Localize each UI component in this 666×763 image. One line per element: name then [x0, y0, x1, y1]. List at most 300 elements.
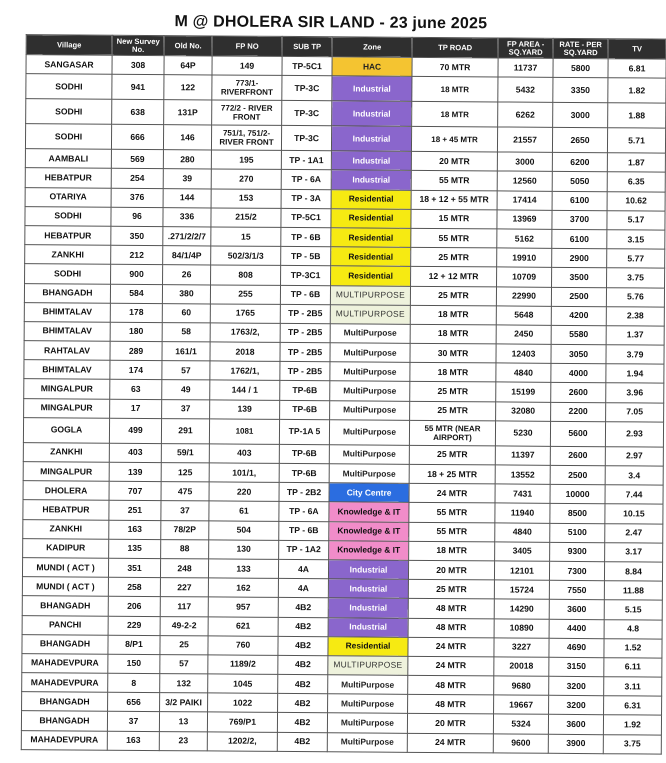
cell-old-no: 380	[162, 284, 210, 304]
cell-tv: 5.77	[607, 249, 665, 269]
cell-new-survey-no: 499	[109, 418, 161, 443]
cell-new-survey-no: 308	[112, 55, 164, 75]
cell-rate: 5600	[550, 421, 605, 446]
cell-fp-area: 17414	[497, 190, 552, 210]
cell-rate: 2600	[551, 383, 606, 403]
cell-zone: Residential	[328, 636, 408, 656]
cell-sub-tp: 4B2	[278, 694, 328, 714]
cell-village: BHANGADH	[22, 634, 108, 654]
cell-tp-road: 20 MTR	[408, 560, 494, 580]
cell-tp-road: 24 MTR	[408, 656, 494, 676]
cell-tp-road: 18 MTR	[410, 324, 496, 344]
cell-rate: 3200	[549, 696, 604, 716]
cell-new-survey-no: 96	[111, 207, 163, 227]
cell-tp-road: 18 + 12 + 55 MTR	[411, 190, 497, 210]
cell-zone: MultiPurpose	[330, 400, 410, 420]
cell-tp-road: 15 MTR	[411, 209, 497, 229]
cell-tv: 6.35	[607, 172, 665, 192]
cell-fp-area: 4840	[495, 522, 550, 542]
cell-new-survey-no: 584	[110, 284, 162, 304]
cell-fp-no: 215/2	[211, 208, 281, 228]
cell-zone: MULTIPURPOSE	[328, 656, 408, 676]
cell-new-survey-no: 351	[108, 558, 160, 578]
cell-new-survey-no: 178	[110, 303, 162, 323]
cell-sub-tp: TP - 2B5	[280, 323, 330, 343]
cell-old-no: 13	[159, 712, 207, 732]
cell-zone: Residential	[331, 247, 411, 267]
cell-fp-no: 270	[211, 169, 281, 189]
cell-fp-no: 220	[209, 482, 279, 502]
cell-fp-area: 13969	[497, 210, 552, 230]
cell-old-no: 88	[161, 539, 209, 559]
cell-tp-road: 55 MTR	[409, 522, 495, 542]
cell-zone: Industrial	[331, 151, 411, 171]
cell-sub-tp: TP - 2B5	[280, 304, 330, 324]
cell-sub-tp: TP - 6A	[281, 170, 331, 190]
cell-old-no: 23	[159, 731, 207, 751]
cell-old-no: 117	[160, 597, 208, 617]
cell-zone: MultiPurpose	[329, 420, 409, 446]
cell-old-no: 475	[161, 482, 209, 502]
cell-fp-area: 10890	[494, 618, 549, 638]
cell-fp-no: 403	[209, 444, 279, 464]
cell-old-no: 59/1	[161, 443, 209, 463]
cell-sub-tp: TP - 6B	[279, 521, 329, 541]
cell-new-survey-no: 254	[111, 169, 163, 189]
cell-fp-area: 32080	[496, 402, 551, 422]
cell-zone: MultiPurpose	[327, 732, 407, 752]
cell-village: MUNDI ( ACT )	[22, 558, 108, 578]
cell-tv: 6.11	[604, 658, 662, 678]
cell-tv: 3.75	[607, 268, 665, 288]
cell-new-survey-no: 229	[108, 616, 160, 636]
cell-old-no: 60	[162, 303, 210, 323]
cell-tp-road: 24 MTR	[409, 484, 495, 504]
cell-sub-tp: 4B2	[278, 617, 328, 637]
cell-village: MUNDI ( ACT )	[22, 577, 108, 597]
cell-tv: 5.71	[607, 128, 665, 153]
cell-rate: 5100	[550, 523, 605, 543]
cell-tv: 1.92	[603, 715, 661, 735]
cell-rate: 3350	[553, 78, 608, 103]
cell-rate: 7550	[549, 580, 604, 600]
cell-tv: 1.94	[606, 364, 664, 384]
cell-zone: Knowledge & IT	[329, 521, 409, 541]
cell-tv: 2.93	[605, 422, 663, 447]
cell-sub-tp: 4B2	[277, 713, 327, 733]
cell-fp-no: 2018	[210, 342, 280, 362]
cell-sub-tp: 4B2	[278, 674, 328, 694]
cell-rate: 3700	[552, 210, 607, 230]
cell-tv: 10.62	[607, 191, 665, 211]
cell-fp-area: 3000	[497, 152, 552, 172]
cell-zone: Knowledge & IT	[329, 541, 409, 561]
cell-tp-road: 48 MTR	[408, 695, 494, 715]
header-tp-road: TP ROAD	[412, 37, 498, 58]
cell-tp-road: 70 MTR	[412, 57, 498, 77]
cell-village: SODHI	[25, 264, 111, 284]
cell-zone: Industrial	[328, 579, 408, 599]
cell-old-no: 37	[162, 399, 210, 419]
cell-fp-no: 808	[211, 265, 281, 285]
cell-fp-area: 5324	[493, 714, 548, 734]
cell-fp-no: 144 / 1	[210, 380, 280, 400]
cell-sub-tp: 4B2	[278, 598, 328, 618]
cell-rate: 7300	[549, 561, 604, 581]
cell-fp-no: 130	[209, 540, 279, 560]
cell-zone: MultiPurpose	[330, 362, 410, 382]
cell-fp-no: 1081	[209, 419, 279, 444]
cell-zone: Industrial	[332, 101, 412, 127]
cell-tv: 3.96	[606, 383, 664, 403]
cell-zone: MultiPurpose	[327, 713, 407, 733]
cell-new-survey-no: 656	[108, 692, 160, 712]
cell-zone: City Centre	[329, 483, 409, 503]
cell-sub-tp: TP-3C	[282, 101, 332, 126]
cell-rate: 3050	[551, 344, 606, 364]
cell-fp-no: 15	[211, 227, 281, 247]
cell-rate: 5800	[553, 58, 608, 78]
cell-old-no: 78/2P	[161, 520, 209, 540]
cell-new-survey-no: 350	[111, 226, 163, 246]
cell-zone: Residential	[331, 228, 411, 248]
cell-fp-area: 15199	[496, 382, 551, 402]
cell-zone: MultiPurpose	[330, 343, 410, 363]
cell-zone: MultiPurpose	[330, 381, 410, 401]
cell-village: BHANGADH	[21, 711, 107, 731]
cell-tv: 4.8	[604, 619, 662, 639]
cell-rate: 3900	[548, 734, 603, 754]
cell-rate: 2600	[550, 446, 605, 466]
cell-fp-area: 2450	[496, 325, 551, 345]
cell-tv: 6.81	[608, 59, 666, 79]
cell-zone: Industrial	[332, 76, 412, 102]
cell-old-no: 280	[163, 150, 211, 170]
cell-sub-tp: 4B2	[278, 636, 328, 656]
cell-old-no: 3/2 PAIKI	[160, 693, 208, 713]
cell-tv: 8.84	[604, 562, 662, 582]
cell-rate: 4000	[551, 364, 606, 384]
cell-new-survey-no: 707	[109, 481, 161, 501]
cell-tv: 3.4	[605, 466, 663, 486]
cell-fp-area: 11737	[498, 58, 553, 78]
cell-village: GOGLA	[23, 417, 109, 443]
header-old-no: Old No.	[164, 36, 212, 56]
land-table	[21, 34, 666, 754]
cell-fp-area: 5162	[497, 229, 552, 249]
cell-zone: MultiPurpose	[328, 694, 408, 714]
cell-old-no: 49-2-2	[160, 616, 208, 636]
cell-new-survey-no: 163	[107, 731, 159, 751]
cell-rate: 4400	[549, 619, 604, 639]
cell-tp-road: 55 MTR	[409, 503, 495, 523]
cell-new-survey-no: 941	[112, 74, 164, 99]
cell-fp-no: 162	[208, 578, 278, 598]
cell-old-no: 131P	[164, 100, 212, 125]
cell-fp-area: 19910	[497, 248, 552, 268]
cell-fp-no: 1763/2,	[210, 323, 280, 343]
cell-fp-area: 12560	[497, 171, 552, 191]
cell-village: ZANKHI	[25, 245, 111, 265]
cell-new-survey-no: 289	[110, 341, 162, 361]
cell-rate: 2500	[550, 465, 605, 485]
cell-tp-road: 18 MTR	[410, 305, 496, 325]
cell-tv: 5.76	[606, 287, 664, 307]
cell-rate: 4200	[551, 306, 606, 326]
cell-old-no: 39	[163, 169, 211, 189]
cell-tp-road: 18 + 45 MTR	[411, 127, 497, 153]
cell-new-survey-no: 638	[112, 99, 164, 124]
cell-fp-area: 6262	[498, 102, 553, 127]
cell-sub-tp: TP - 6B	[280, 285, 330, 305]
cell-old-no: 49	[162, 380, 210, 400]
cell-sub-tp: TP-3C1	[281, 266, 331, 286]
cell-tp-road: 18 MTR	[409, 541, 495, 561]
header-fp-area: FP AREA - SQ.YARD	[498, 38, 553, 58]
cell-village: BHIMTALAV	[24, 302, 110, 322]
cell-fp-no: 769/P1	[207, 712, 277, 732]
cell-fp-area: 11940	[495, 503, 550, 523]
cell-new-survey-no: 17	[110, 399, 162, 419]
cell-village: ZANKHI	[23, 442, 109, 462]
cell-old-no: 125	[161, 463, 209, 483]
cell-tp-road: 25 MTR	[411, 247, 497, 267]
cell-village: HEBATPUR	[25, 226, 111, 246]
cell-village: SANGASAR	[26, 55, 112, 75]
cell-tp-road: 18 MTR	[410, 363, 496, 383]
cell-fp-area: 13552	[495, 465, 550, 485]
cell-fp-no: 773/1-RIVERFRONT	[212, 75, 282, 100]
cell-tv: 3.15	[607, 230, 665, 250]
cell-new-survey-no: 8	[108, 673, 160, 693]
cell-rate: 3150	[549, 657, 604, 677]
cell-village: SODHI	[25, 124, 111, 150]
cell-fp-no: 101/1,	[209, 463, 279, 483]
cell-rate: 3600	[549, 600, 604, 620]
cell-old-no: 146	[163, 125, 211, 150]
cell-sub-tp: TP - 1A1	[281, 151, 331, 171]
cell-new-survey-no: 900	[111, 265, 163, 285]
cell-zone: Industrial	[328, 617, 408, 637]
cell-old-no: 336	[163, 207, 211, 227]
cell-fp-no: 751/1, 751/2-RIVER FRONT	[211, 125, 281, 150]
cell-fp-no: 1202/2,	[207, 732, 277, 752]
cell-fp-area: 14290	[494, 599, 549, 619]
cell-fp-area: 19667	[494, 695, 549, 715]
cell-tp-road: 48 MTR	[408, 618, 494, 638]
cell-sub-tp: TP-3C	[281, 126, 331, 151]
cell-fp-no: 1189/2	[208, 655, 278, 675]
cell-tv: 3.11	[604, 677, 662, 697]
cell-fp-area: 9680	[494, 676, 549, 696]
cell-zone: MULTIPURPOSE	[330, 304, 410, 324]
cell-fp-no: 502/3/1/3	[211, 246, 281, 266]
cell-fp-area: 22990	[496, 286, 551, 306]
cell-sub-tp: TP - 2B5	[280, 362, 330, 382]
cell-village: OTARIYA	[25, 187, 111, 207]
cell-village: MINGALPUR	[23, 462, 109, 482]
cell-new-survey-no: 180	[110, 322, 162, 342]
cell-old-no: 57	[162, 361, 210, 381]
cell-fp-area: 5432	[498, 77, 553, 102]
cell-sub-tp: TP - 5B	[281, 247, 331, 267]
cell-fp-no: 149	[212, 56, 282, 76]
cell-village: SODHI	[25, 206, 111, 226]
cell-fp-no: 1765	[210, 304, 280, 324]
cell-old-no: .271/2/2/7	[163, 227, 211, 247]
cell-new-survey-no: 376	[111, 188, 163, 208]
land-listing-sheet	[1, 0, 656, 754]
cell-rate: 2200	[551, 402, 606, 422]
cell-rate: 5050	[552, 172, 607, 192]
cell-zone: MULTIPURPOSE	[330, 285, 410, 305]
cell-tv: 11.88	[604, 581, 662, 601]
cell-fp-area: 20018	[494, 657, 549, 677]
cell-old-no: 161/1	[162, 342, 210, 362]
cell-rate: 3500	[552, 268, 607, 288]
cell-rate: 6200	[552, 153, 607, 173]
cell-tp-road: 12 + 12 MTR	[411, 267, 497, 287]
cell-tv: 1.87	[607, 153, 665, 173]
cell-sub-tp: TP-6B	[279, 463, 329, 483]
cell-fp-area: 4840	[496, 363, 551, 383]
cell-old-no: 291	[161, 418, 209, 443]
cell-village: MINGALPUR	[24, 379, 110, 399]
cell-village: RAHTALAV	[24, 341, 110, 361]
cell-village: HEBATPUR	[23, 500, 109, 520]
cell-old-no: 132	[160, 674, 208, 694]
cell-tv: 2.38	[606, 306, 664, 326]
cell-village: BHANGADH	[24, 283, 110, 303]
cell-village: PANCHI	[22, 615, 108, 635]
cell-tv: 5.17	[607, 210, 665, 230]
table-body	[21, 55, 666, 754]
cell-tp-road: 24 MTR	[408, 637, 494, 657]
cell-village: SODHI	[26, 99, 112, 125]
cell-rate: 5580	[551, 325, 606, 345]
cell-zone: MultiPurpose	[330, 324, 410, 344]
cell-tp-road: 25 MTR	[408, 579, 494, 599]
cell-village: DHOLERA	[23, 481, 109, 501]
cell-tp-road: 20 MTR	[411, 152, 497, 172]
cell-tp-road: 55 MTR	[411, 228, 497, 248]
cell-rate: 2650	[552, 128, 607, 153]
cell-zone: Industrial	[331, 170, 411, 190]
cell-old-no: 57	[160, 654, 208, 674]
cell-tp-road: 25 MTR	[410, 286, 496, 306]
cell-fp-area: 3405	[495, 542, 550, 562]
cell-new-survey-no: 150	[108, 654, 160, 674]
cell-fp-area: 12101	[494, 561, 549, 581]
cell-village: MAHADEVPURA	[22, 654, 108, 674]
cell-sub-tp: 4B2	[277, 732, 327, 752]
table-row	[21, 730, 661, 754]
cell-tp-road: 30 MTR	[410, 343, 496, 363]
cell-fp-no: 957	[208, 597, 278, 617]
cell-fp-area: 15724	[494, 580, 549, 600]
cell-zone: MultiPurpose	[329, 464, 409, 484]
cell-fp-no: 760	[208, 636, 278, 656]
cell-sub-tp: TP-6B	[280, 400, 330, 420]
header-sub-tp: SUB TP	[282, 36, 332, 56]
cell-rate: 3200	[549, 676, 604, 696]
cell-zone: MultiPurpose	[329, 445, 409, 465]
cell-rate: 8500	[550, 504, 605, 524]
cell-old-no: 144	[163, 188, 211, 208]
cell-tp-road: 18 MTR	[412, 102, 498, 128]
cell-village: BHIMTALAV	[24, 360, 110, 380]
cell-fp-no: 195	[211, 150, 281, 170]
cell-fp-area: 10709	[497, 267, 552, 287]
cell-sub-tp: TP-6B	[279, 444, 329, 464]
cell-sub-tp: TP - 6B	[281, 227, 331, 247]
cell-fp-no: 61	[209, 501, 279, 521]
cell-sub-tp: 4A	[278, 559, 328, 579]
cell-tp-road: 25 MTR	[409, 445, 495, 465]
cell-tv: 6.31	[604, 696, 662, 716]
cell-rate: 10000	[550, 484, 605, 504]
cell-tv: 7.44	[605, 485, 663, 505]
cell-village: KADIPUR	[23, 538, 109, 558]
cell-sub-tp: TP-3C	[282, 76, 332, 101]
cell-village: MAHADEVPURA	[22, 673, 108, 693]
cell-fp-no: 621	[208, 616, 278, 636]
cell-zone: Industrial	[328, 560, 408, 580]
cell-sub-tp: TP-6B	[280, 381, 330, 401]
cell-tp-road: 24 MTR	[407, 733, 493, 753]
cell-rate: 6100	[552, 229, 607, 249]
cell-tp-road: 25 MTR	[410, 401, 496, 421]
cell-tp-road: 48 MTR	[408, 675, 494, 695]
cell-new-survey-no: 206	[108, 597, 160, 617]
cell-new-survey-no: 403	[109, 443, 161, 463]
cell-village: BHANGADH	[22, 692, 108, 712]
cell-new-survey-no: 251	[109, 501, 161, 521]
cell-zone: HAC	[332, 57, 412, 77]
cell-sub-tp: TP-5C1	[282, 56, 332, 76]
cell-tv: 3.75	[603, 734, 661, 754]
cell-old-no: 248	[160, 559, 208, 579]
cell-sub-tp: 4B2	[278, 655, 328, 675]
cell-rate: 9300	[550, 542, 605, 562]
cell-old-no: 84/1/4P	[163, 246, 211, 266]
cell-tv: 10.15	[605, 504, 663, 524]
cell-fp-area: 9600	[493, 734, 548, 754]
cell-tp-road: 18 + 25 MTR	[409, 464, 495, 484]
header-new-survey-no: New Survey No.	[112, 35, 164, 55]
cell-old-no: 26	[163, 265, 211, 285]
cell-new-survey-no: 666	[111, 124, 163, 149]
cell-new-survey-no: 8/P1	[108, 635, 160, 655]
cell-new-survey-no: 258	[108, 577, 160, 597]
cell-new-survey-no: 63	[110, 380, 162, 400]
cell-rate: 2900	[552, 248, 607, 268]
cell-fp-no: 1762/1,	[210, 361, 280, 381]
header-fp-no: FP NO	[212, 36, 282, 56]
cell-fp-area: 21557	[497, 127, 552, 152]
cell-new-survey-no: 212	[111, 245, 163, 265]
cell-sub-tp: TP - 1A2	[279, 540, 329, 560]
cell-fp-area: 3227	[494, 638, 549, 658]
cell-zone: MultiPurpose	[328, 675, 408, 695]
cell-fp-no: 1022	[208, 693, 278, 713]
cell-fp-no: 772/2 - RIVER FRONT	[212, 100, 282, 125]
cell-old-no: 64P	[164, 56, 212, 76]
cell-old-no: 58	[162, 322, 210, 342]
cell-old-no: 37	[161, 501, 209, 521]
cell-village: HEBATPUR	[25, 168, 111, 188]
cell-fp-area: 12403	[496, 344, 551, 364]
